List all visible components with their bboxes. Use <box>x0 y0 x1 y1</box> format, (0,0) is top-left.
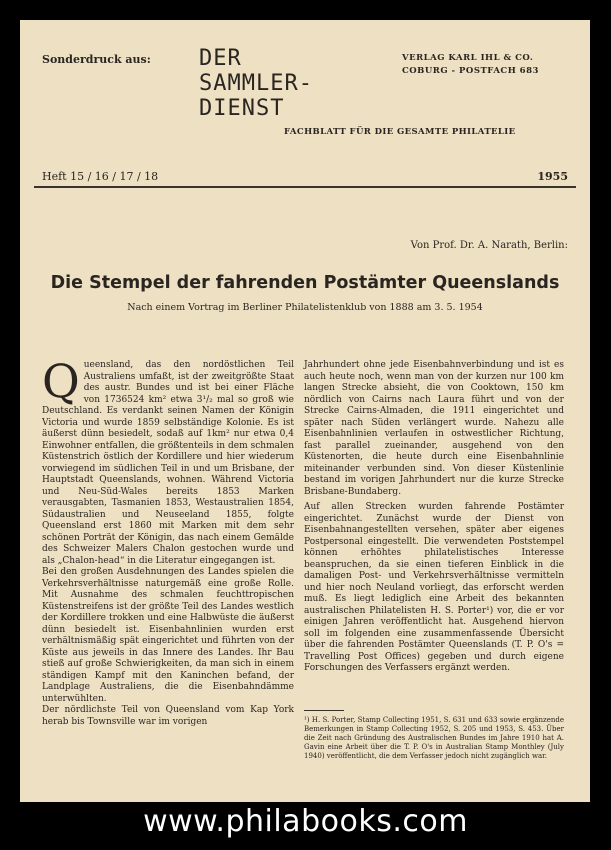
watermark-url: www.philabooks.com <box>143 804 468 839</box>
masthead-line-3: DIENST <box>199 96 285 121</box>
paragraph: Der nördlichste Teil von Queensland vom Kap York herab bis Townsville war im vorigen <box>42 705 294 727</box>
paragraph: Auf allen Strecken wurden fahrende Postämter eingerichtet. Zunächst wurde der Dienst von Eisenbahnangestellten versehen, später aber eigenes Postpersonal eingestellt. Die verwendeten Poststempel können erhöhtes philatelistisches Interesse beanspruchen, da sie einen tieferen Einblick in die damaligen Post- und Verkehrsverhältnisse vermitteln und hier noch Neuland vorliegt, das erforscht werden muß. Es liegt lediglich eine Arbeit des bekannten australischen Philatelisten H. S. Porter¹) vor, die er vor einigen Jahren veröffentlicht hat. Ausgehend hiervon soll im folgenden eine zusammenfassende Übersicht über die fahrenden Postämter Queenslands (T. P. O's = Travelling Post Offices) gegeben und durch eigene Forschungen des Verfassers ergänzt werden. <box>304 502 564 673</box>
paragraph <box>42 354 294 567</box>
left-column <box>42 354 294 728</box>
header-divider <box>34 186 576 188</box>
paragraph: Jahrhundert ohne jede Eisenbahnverbindung und ist es auch heute noch, wenn man von der kurzen nur 100 km langen Strecke absieht, die von Cooktown, 150 km nördlich von Cairns nach Laura führt und von der Strecke Cairns-Almaden, die 1911 eingerichtet und später nach Süden verlängert wurde. Nahezu alle Eisenbahnlinien verlaufen in ostwestlicher Richtung, fast parallel zueinander, ausgehend von den Küstenorten, die heute durch eine Eisenbahnlinie miteinander verbunden sind. Von dieser Küstenlinie bestand im vorigen Jahrhundert nur die kurze Strecke Brisbane-Bundaberg. <box>304 360 564 497</box>
publisher-block <box>402 52 539 78</box>
article-title: Die Stempel der fahrenden Postämter Queenslands <box>50 273 560 293</box>
footnote: ¹) H. S. Porter, Stamp Collecting 1951, S. 631 und 633 sowie ergänzende Bemerkungen in Stamp Collecting 1952, S. 205 und 1953, S. 453. Über die Zeit nach Gründung des Australischen Bundes im Jahre 1910 hat A. Gavin eine Arbeit über die T. P. O's in Australian Stamp Monthley (July 1940) veröffentlicht, die dem Verfasser jedoch nicht zugänglich war. <box>304 716 564 760</box>
author-line: Von Prof. Dr. A. Narath, Berlin: <box>410 240 568 251</box>
issue-number: Heft 15 / 16 / 17 / 18 <box>42 170 159 183</box>
publisher-line-1: VERLAG KARL IHL & CO. <box>402 53 534 63</box>
footnote-divider <box>304 710 344 711</box>
publisher-line-2: COBURG - POSTFACH 683 <box>402 66 539 76</box>
tagline: FACHBLATT FÜR DIE GESAMTE PHILATELIE <box>284 127 516 137</box>
drop-cap: Q <box>42 354 80 408</box>
masthead-line-1: DER <box>199 46 242 71</box>
masthead <box>199 46 313 121</box>
issue-year: 1955 <box>537 170 568 183</box>
sonderdruck-label: Sonderdruck aus: <box>42 53 151 66</box>
masthead-line-2: SAMMLER- <box>199 71 313 96</box>
paragraph-text: ueensland, das den nordöstlichen Teil Australiens umfaßt, ist der zweitgrößte Staat des austr. Bundes und ist bei einer Fläche von 1736524 km² etwa 3¹/₂ mal so groß wie Deutschland. Es verdankt seinen Namen der Königin Victoria und wurde 1859 selbständige Kolonie. Es ist äußerst dünn besiedelt, sodaß auf 1km² nur etwa 0,4 Einwohner entfallen, die größtenteils in dem schmalen Küstenstrich östlich der Kordillere und hier wiederum vorwiegend im südlichen Teil in und um Brisbane, der Hauptstadt Queenslands, wohnen. Während Victoria und Neu-Süd-Wales bereits 1853 Marken verausgabten, Tasmanien 1853, Westaustralien 1854, Südaustralien und Neuseeland 1855, folgte Queensland erst 1860 mit Marken mit dem sehr schönen Porträt der Königin, das nach einem Gemälde des Schweizer Malers Chalon gestochen wurde und als „Chalon-head“ in die Literatur eingegangen ist. <box>42 360 294 566</box>
document-page <box>20 20 590 802</box>
article-subtitle: Nach einem Vortrag im Berliner Philatelistenklub von 1888 am 3. 5. 1954 <box>127 302 483 313</box>
right-column <box>304 360 564 675</box>
paragraph: Bei den großen Ausdehnungen des Landes spielen die Verkehrsverhältnisse naturgemäß eine große Rolle. Mit Ausnahme des schmalen feuchttropischen Küstenstreifens ist der größte Teil des Landes westlich der Kordillere trokken und eine Halbwüste die äußerst dünn besiedelt ist. Eisenbahnlinien wurden erst verhältnismäßig spät eingerichtet und führten von der Küste aus jeweils in das Innere des Landes. Ihr Bau stieß auf große Schwierigkeiten, da man sich in einem ständigen Kampf mit den Kaninchen befand, der Landplage Australiens, die die Eisenbahndämme unterwühlten. <box>42 567 294 704</box>
